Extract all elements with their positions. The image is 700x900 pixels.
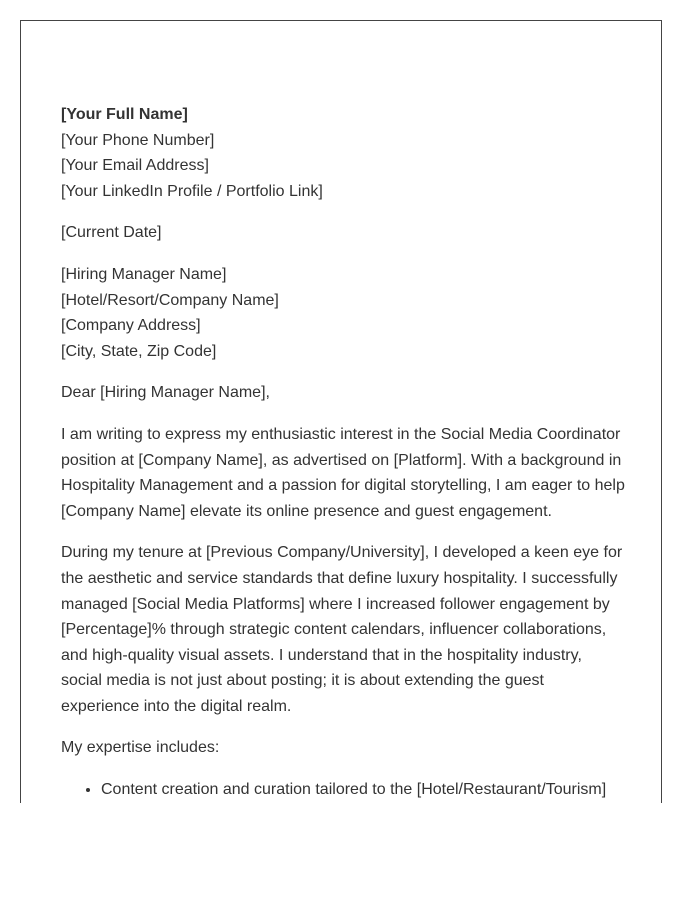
body-paragraph-1: I am writing to express my enthusiastic interest in the Social Media Coordinator position at [Company Name], as advertised on [Platform]. With a background in Hospitality Management and a passion for digital storytelling, I am eager to help [Company Name] elevate its online presence and guest engagement. [61,425,625,520]
letter-page [20,20,662,803]
expertise-intro: My expertise includes: [61,739,220,757]
sender-block [61,102,626,204]
date-block [61,220,626,246]
recipient-address: [Company Address] [61,317,201,335]
sender-full-name: [Your Full Name] [61,106,188,123]
sender-profile-link: [Your LinkedIn Profile / Portfolio Link] [61,182,323,200]
expertise-list [61,777,626,803]
sender-email: [Your Email Address] [61,157,209,175]
letter-date: [Current Date] [61,224,162,242]
expertise-item-1: • Content creation and curation tailored to the [Hotel/Restaurant/Tourism] [101,777,626,803]
recipient-name: [Hiring Manager Name] [61,265,227,283]
recipient-company: [Hotel/Resort/Company Name] [61,291,279,309]
body-paragraph-2: During my tenure at [Previous Company/University], I developed a keen eye for the aesthetic and service standards that define luxury hospitality. I successfully managed [Social Media Platforms] where I increased follower engagement by [Percentage]% through strategic content calendars, influencer collaborations, and high-quality visual assets. I understand that in the hospitality industry, social media is not just about posting; it is about extending the guest experience into the digital realm. [61,544,623,715]
salutation: Dear [Hiring Manager Name], [61,384,270,402]
letter-content [61,102,626,803]
recipient-city-state-zip: [City, State, Zip Code] [61,342,217,360]
sender-phone: [Your Phone Number] [61,131,215,149]
recipient-block [61,262,626,364]
